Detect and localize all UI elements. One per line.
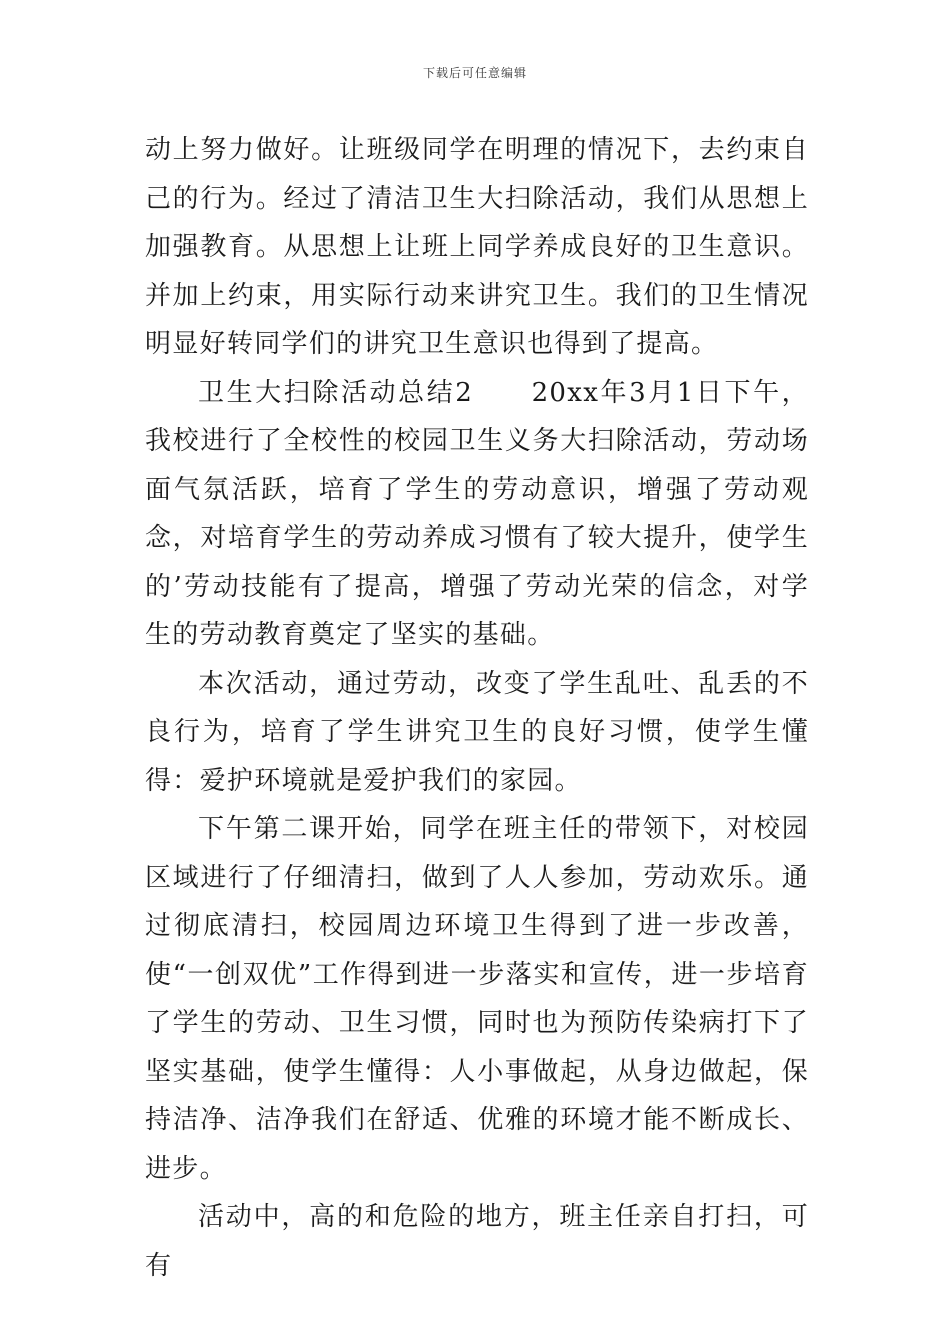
paragraph-summary-2: 卫生大扫除活动总结2 20xx年3月1日下午，我校进行了全校性的校园卫生义务大扫除活动，劳动场面气氛活跃，培育了学生的劳动意识，增强了劳动观念，对培育学生的劳动养成习惯有了较大提升，使学生的’劳动技能有了提高，增强了劳动光荣的信念，对学生的劳动教育奠定了坚实的基础。: [145, 377, 809, 650]
paragraph-activity-effect: 本次活动，通过劳动，改变了学生乱吐、乱丢的不良行为，培育了学生讲究卫生的良好习惯，使学生懂得：爱护环境就是爱护我们的家园。: [145, 668, 809, 796]
document-body: [145, 126, 809, 1290]
paragraph-during-activity: 活动中，高的和危险的地方，班主任亲自打扫，可有: [145, 1202, 809, 1281]
page-header: 下载后可任意编辑: [422, 66, 527, 80]
paragraph-afternoon-cleaning: 下午第二课开始，同学在班主任的带领下，对校园区域进行了仔细清扫，做到了人人参加，劳动欢乐。通过彻底清扫，校园周边环境卫生得到了进一步改善，使“一创双优”工作得到进一步落实和宣传，进一步培育了学生的劳动、卫生习惯，同时也为预防传染病打下了坚实基础，使学生懂得：人小事做起，从身边做起，保持洁净、洁净我们在舒适、优雅的环境才能不断成长、进步。: [145, 814, 809, 1184]
paragraph-continuation: 动上努力做好。让班级同学在明理的情况下，去约束自己的行为。经过了清洁卫生大扫除活动，我们从思想上加强教育。从思想上让班上同学养成良好的卫生意识。并加上约束，用实际行动来讲究卫生。我们的卫生情况明显好转同学们的讲究卫生意识也得到了提高。: [145, 135, 809, 359]
